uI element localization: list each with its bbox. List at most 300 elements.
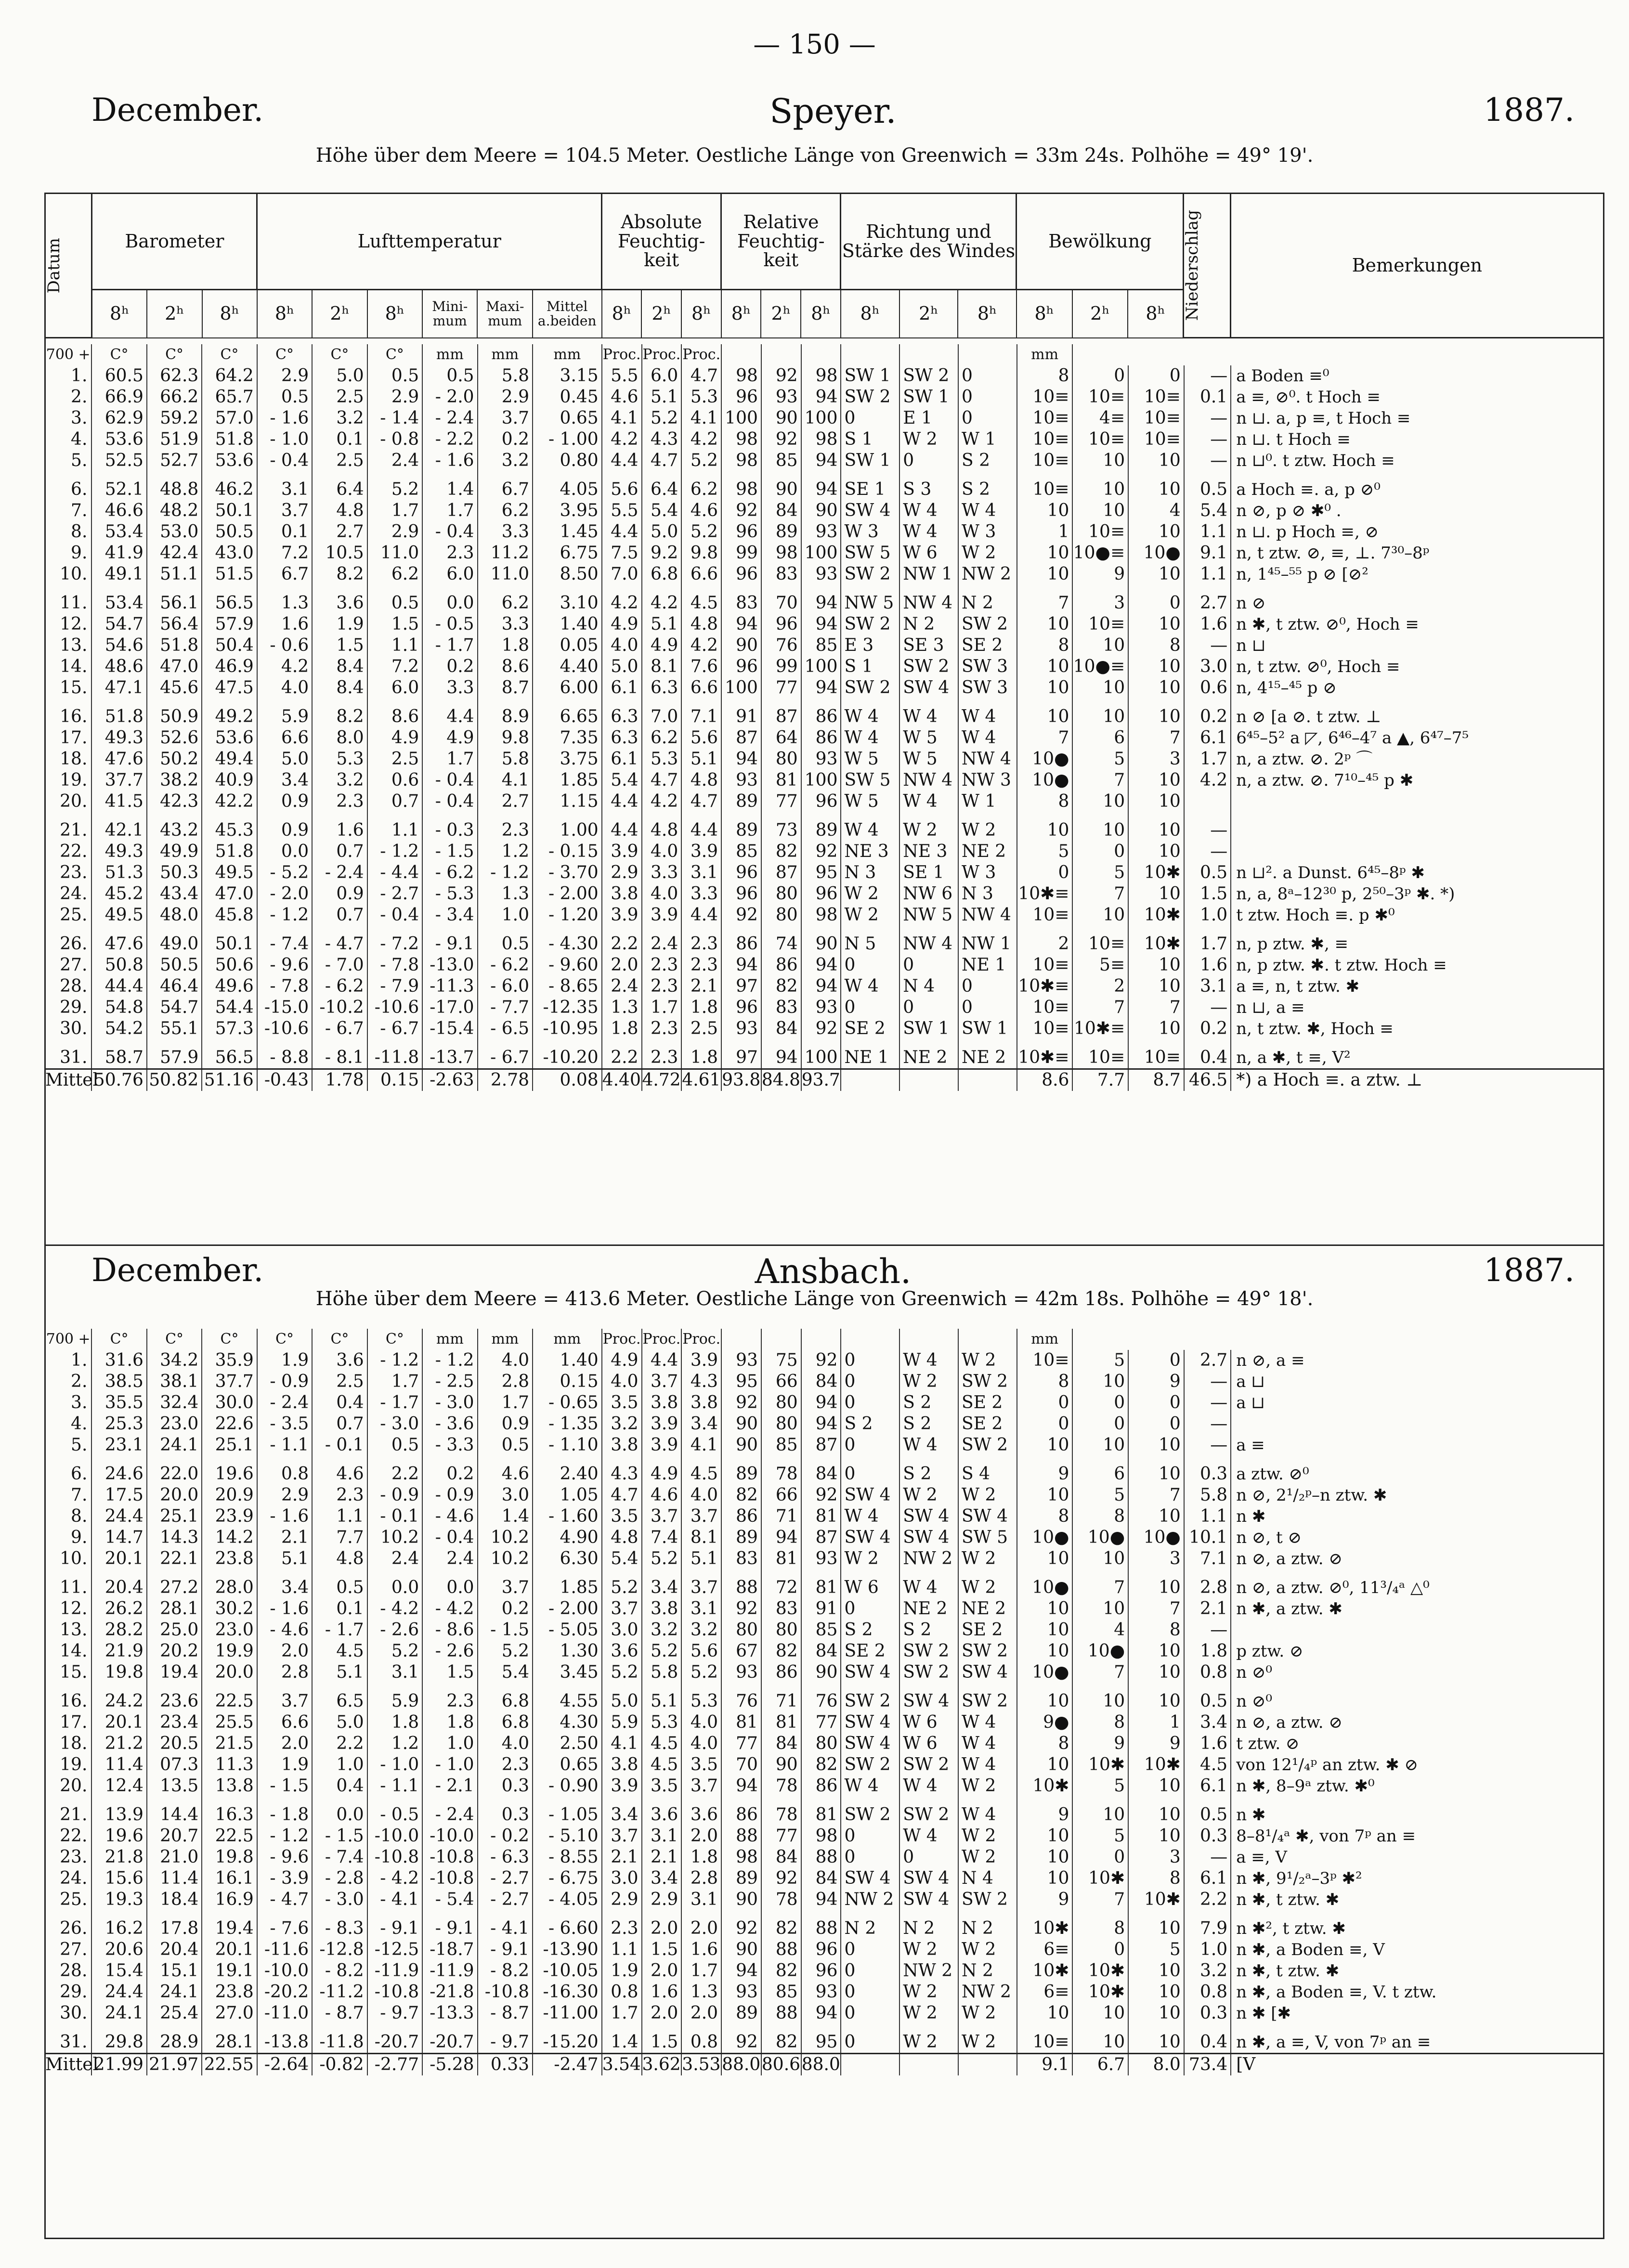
cell: 51.8 xyxy=(202,841,257,862)
cell: 35.5 xyxy=(91,1392,146,1413)
cell: C° xyxy=(257,1329,312,1350)
cell: 7.35 xyxy=(533,727,602,749)
cell: SW 2 xyxy=(841,614,899,635)
cell: 2.9 xyxy=(478,387,533,408)
cell: n ✱, a Boden ≡, V xyxy=(1231,1939,1604,1960)
cell: n ✱, 8–9ᵃ ztw. ✱⁰ xyxy=(1231,1776,1604,1797)
cell: 4.7 xyxy=(642,770,682,791)
cell: 1.05 xyxy=(533,1485,602,1506)
cell: a ≡, ⊘⁰. t Hoch ≡ xyxy=(1231,387,1604,408)
cell: S 1 xyxy=(841,656,899,677)
cell: 2.3 xyxy=(681,926,721,955)
cell: 0 xyxy=(1072,1392,1128,1413)
cell: - 5.2 xyxy=(257,862,312,883)
cell: 82 xyxy=(761,841,801,862)
cell: W 6 xyxy=(899,1712,958,1733)
cell: 94 xyxy=(761,1039,801,1069)
cell: 6.6 xyxy=(257,727,312,749)
cell: 1.1 xyxy=(367,812,422,841)
cell: 1.4 xyxy=(422,471,477,500)
cell: 7 xyxy=(1128,1485,1184,1506)
cell: - 0.4 xyxy=(422,791,477,812)
cell: 10 xyxy=(1128,841,1184,862)
cell: 1.8 xyxy=(681,1039,721,1069)
cell: C° xyxy=(202,1329,257,1350)
cell: 16. xyxy=(45,699,91,727)
cell: 0.5 xyxy=(367,365,422,387)
cell: C° xyxy=(202,344,257,365)
cell: 5.2 xyxy=(367,1641,422,1662)
cell: 94 xyxy=(721,1960,761,1982)
cell: 10≡ xyxy=(1128,387,1184,408)
cell: 94 xyxy=(721,749,761,770)
cell: 94 xyxy=(721,614,761,635)
cell: 47.6 xyxy=(91,926,146,955)
cell: mm xyxy=(1017,344,1073,365)
cell: 20. xyxy=(45,791,91,812)
cell: t ztw. ⊘ xyxy=(1231,1733,1604,1754)
hdr-temp-8h-evening: 8ʰ xyxy=(367,290,422,338)
cell: 3.1 xyxy=(642,1826,682,1847)
cell: 86 xyxy=(721,926,761,955)
cell: 7 xyxy=(1072,770,1128,791)
cell: 66 xyxy=(761,1485,801,1506)
cell: 90 xyxy=(761,408,801,429)
cell: S 2 xyxy=(841,1620,899,1641)
cell: 0.5 xyxy=(367,585,422,614)
cell: NW 6 xyxy=(899,883,958,905)
cell: 3.2 xyxy=(478,450,533,471)
cell: 4. xyxy=(45,429,91,450)
cell: 0.9 xyxy=(257,791,312,812)
cell: 4.9 xyxy=(642,635,682,656)
cell: 4.8 xyxy=(681,770,721,791)
cell: 49.4 xyxy=(202,749,257,770)
cell: 16.9 xyxy=(202,1889,257,1910)
cell: 4.0 xyxy=(478,1350,533,1371)
cell: 0.0 xyxy=(422,1569,477,1598)
cell: - 1.00 xyxy=(533,429,602,450)
cell: 3.3 xyxy=(478,614,533,635)
cell: S 2 xyxy=(958,471,1017,500)
cell: 8. xyxy=(45,1506,91,1527)
cell: 66 xyxy=(761,1371,801,1392)
cell: SW 4 xyxy=(841,1662,899,1683)
cell: 7 xyxy=(1072,1662,1128,1683)
cell: 3.7 xyxy=(681,1569,721,1598)
cell: 6.1 xyxy=(1184,1868,1231,1889)
cell: n, t ztw. ✱, Hoch ≡ xyxy=(1231,1018,1604,1039)
cell: 0.6 xyxy=(1184,677,1231,699)
cell: — xyxy=(1184,450,1231,471)
cell: - 5.10 xyxy=(533,1826,602,1847)
cell: W 3 xyxy=(958,521,1017,543)
cell: 4.61 xyxy=(681,1069,721,1091)
cell: 94 xyxy=(801,471,841,500)
cell: 9 xyxy=(1072,564,1128,585)
cell: 0.5 xyxy=(1184,471,1231,500)
cell: 1.5 xyxy=(422,1662,477,1683)
cell: 76 xyxy=(801,1683,841,1712)
cell: 8.6 xyxy=(367,699,422,727)
cell: 13.9 xyxy=(91,1797,146,1826)
cell: 4.8 xyxy=(312,500,367,521)
cell: 3.9 xyxy=(681,1350,721,1371)
cell: - 5.3 xyxy=(422,883,477,905)
cell: 2.1 xyxy=(257,1527,312,1548)
cell: -0.43 xyxy=(257,1069,312,1091)
cell: - 9.6 xyxy=(257,1847,312,1868)
speyer-subtitle: Höhe über dem Meere = 104.5 Meter. Oestliche Länge von Greenwich = 33m 24s. Polhöhe = 49° 19'. xyxy=(315,144,1314,167)
cell: n, 4¹⁵–⁴⁵ p ⊘ xyxy=(1231,677,1604,699)
hdr-wind-8h-evening: 8ʰ xyxy=(958,290,1016,338)
cell: 85 xyxy=(761,450,801,471)
cell: 70 xyxy=(721,1754,761,1776)
cell: - 6.7 xyxy=(478,1039,533,1069)
cell: 3. xyxy=(45,1392,91,1413)
cell: 93 xyxy=(801,564,841,585)
cell: 13. xyxy=(45,635,91,656)
cell: 10 xyxy=(1017,500,1073,521)
cell: 10 xyxy=(1072,812,1128,841)
cell: 7 xyxy=(1072,1889,1128,1910)
cell: 13. xyxy=(45,1620,91,1641)
cell: 90 xyxy=(721,1435,761,1456)
cell: 4.2 xyxy=(681,429,721,450)
cell: 23.8 xyxy=(202,1982,257,2003)
cell: - 1.2 xyxy=(257,1826,312,1847)
cell: NW 5 xyxy=(899,905,958,926)
cell: 5.8 xyxy=(478,749,533,770)
cell: 27. xyxy=(45,955,91,976)
cell: 57.3 xyxy=(202,1018,257,1039)
cell: - 1.5 xyxy=(312,1826,367,1847)
cell: 62.3 xyxy=(147,365,202,387)
cell: 93 xyxy=(801,521,841,543)
cell: 47.0 xyxy=(147,656,202,677)
cell: — xyxy=(1184,1620,1231,1641)
cell: W 4 xyxy=(958,1797,1017,1826)
cell: SW 4 xyxy=(899,1506,958,1527)
cell: 10≡ xyxy=(1128,1039,1184,1069)
cell: 5.6 xyxy=(681,1641,721,1662)
cell: - 8.55 xyxy=(533,1847,602,1868)
cell: 27.2 xyxy=(147,1569,202,1598)
cell: n, t ztw. ⊘, ≡, ⊥. 7³⁰–8ᵖ xyxy=(1231,543,1604,564)
cell: 10≡ xyxy=(1017,429,1073,450)
cell: 67 xyxy=(721,1641,761,1662)
cell: 3.6 xyxy=(312,1350,367,1371)
cell: NW 1 xyxy=(899,564,958,585)
cell: W 3 xyxy=(958,862,1017,883)
cell: 0 xyxy=(1128,1350,1184,1371)
cell: 5.3 xyxy=(642,749,682,770)
cell: 7.6 xyxy=(681,656,721,677)
cell: 5.8 xyxy=(642,1662,682,1683)
cell: a ≡, n, t ztw. ✱ xyxy=(1231,976,1604,997)
cell: 8 xyxy=(1017,365,1073,387)
cell: - 1.05 xyxy=(533,1797,602,1826)
ansbach-station: Ansbach. xyxy=(755,1252,912,1291)
cell: 2.0 xyxy=(602,955,642,976)
cell: W 5 xyxy=(899,749,958,770)
cell: 30. xyxy=(45,1018,91,1039)
cell: 0.0 xyxy=(367,1569,422,1598)
cell: 4 xyxy=(1128,500,1184,521)
cell: 32.4 xyxy=(147,1392,202,1413)
cell: NE 2 xyxy=(899,1598,958,1620)
cell: 4.5 xyxy=(1184,1754,1231,1776)
cell: 56.5 xyxy=(202,1039,257,1069)
cell: 1.5 xyxy=(367,614,422,635)
cell: -11.0 xyxy=(257,2003,312,2024)
cell: 11. xyxy=(45,585,91,614)
cell: 1.8 xyxy=(1184,1641,1231,1662)
cell: 10≡ xyxy=(1128,429,1184,450)
cell: 14.2 xyxy=(202,1527,257,1548)
cell: 8.2 xyxy=(312,564,367,585)
cell: 94 xyxy=(801,614,841,635)
cell: 10≡ xyxy=(1017,1350,1073,1371)
cell: 53.4 xyxy=(91,585,146,614)
cell: - 1.2 xyxy=(422,1350,477,1371)
cell: 2.4 xyxy=(367,450,422,471)
cell: 1.85 xyxy=(533,1569,602,1598)
cell: 24.6 xyxy=(91,1456,146,1485)
cell: 3.75 xyxy=(533,749,602,770)
cell: 8 xyxy=(1072,1910,1128,1939)
cell: - 1.8 xyxy=(257,1797,312,1826)
cell: N 4 xyxy=(899,976,958,997)
cell: 3.1 xyxy=(1184,976,1231,997)
cell: W 5 xyxy=(899,727,958,749)
cell: 3.9 xyxy=(642,1435,682,1456)
cell: C° xyxy=(147,344,202,365)
cell: 10 xyxy=(1072,1548,1128,1569)
cell: 2.0 xyxy=(642,2003,682,2024)
cell: 7.1 xyxy=(1184,1548,1231,1569)
cell: 10≡ xyxy=(1017,955,1073,976)
cell: 1.1 xyxy=(1184,521,1231,543)
cell: 0.5 xyxy=(478,926,533,955)
cell: 88 xyxy=(801,1910,841,1939)
cell: - 9.7 xyxy=(478,2024,533,2054)
cell: 26. xyxy=(45,1910,91,1939)
cell: -2.47 xyxy=(533,2054,602,2076)
cell: 0 xyxy=(841,1826,899,1847)
cell: - 9.7 xyxy=(367,2003,422,2024)
cell: n ✱, a ≡, V, von 7ᵖ an ≡ xyxy=(1231,2024,1604,2054)
cell: 6.8 xyxy=(478,1683,533,1712)
cell: — xyxy=(1184,365,1231,387)
cell: -10.8 xyxy=(367,1982,422,2003)
cell: 81 xyxy=(761,770,801,791)
cell: 19. xyxy=(45,1754,91,1776)
cell: 92 xyxy=(801,841,841,862)
cell: 49.3 xyxy=(91,727,146,749)
cell: 3.2 xyxy=(1184,1960,1231,1982)
cell: - 0.1 xyxy=(312,1435,367,1456)
cell: 22.6 xyxy=(202,1413,257,1435)
cell: 4.2 xyxy=(602,585,642,614)
cell: 21.8 xyxy=(91,1847,146,1868)
cell: - 1.6 xyxy=(422,450,477,471)
cell: 1. xyxy=(45,1350,91,1371)
cell: 2.7 xyxy=(312,521,367,543)
hdr-barometer: Barometer xyxy=(92,194,257,290)
cell: 4.05 xyxy=(533,471,602,500)
cell: 41.5 xyxy=(91,791,146,812)
cell: 1.7 xyxy=(367,1371,422,1392)
cell: 88 xyxy=(721,1569,761,1598)
cell: 0 xyxy=(1128,1413,1184,1435)
cell: 53.6 xyxy=(202,450,257,471)
cell: 11.4 xyxy=(147,1868,202,1889)
cell: 28.0 xyxy=(202,1569,257,1598)
cell: 3.7 xyxy=(681,1506,721,1527)
cell: 3.0 xyxy=(1184,656,1231,677)
cell: W 2 xyxy=(899,2024,958,2054)
cell: W 4 xyxy=(899,791,958,812)
cell: 6.7 xyxy=(1072,2054,1128,2076)
cell: -11.2 xyxy=(312,1982,367,2003)
cell: 10 xyxy=(1128,1641,1184,1662)
cell: 10✱ xyxy=(1128,1889,1184,1910)
cell: 38.2 xyxy=(147,770,202,791)
cell: 10.2 xyxy=(367,1527,422,1548)
cell: 10 xyxy=(1128,450,1184,471)
cell: 0.7 xyxy=(312,841,367,862)
cell: 66.9 xyxy=(91,387,146,408)
cell: W 4 xyxy=(958,1733,1017,1754)
cell: 10. xyxy=(45,564,91,585)
cell: 4.8 xyxy=(681,614,721,635)
cell: 47.5 xyxy=(202,677,257,699)
cell: 7 xyxy=(1017,585,1073,614)
cell: 1.5 xyxy=(642,2024,682,2054)
cell: 6.1 xyxy=(602,677,642,699)
cell: 6. xyxy=(45,1456,91,1485)
cell: 10 xyxy=(1128,955,1184,976)
cell: 20.1 xyxy=(202,1939,257,1960)
cell: 96 xyxy=(721,862,761,883)
cell: 4.6 xyxy=(642,1485,682,1506)
cell: 46.2 xyxy=(202,471,257,500)
cell: - 6.7 xyxy=(367,1018,422,1039)
cell: 8.4 xyxy=(312,677,367,699)
cell: 5.2 xyxy=(602,1662,642,1683)
cell: - 7.4 xyxy=(257,926,312,955)
cell: -11.6 xyxy=(257,1939,312,1960)
cell: S 2 xyxy=(899,1392,958,1413)
cell: 4.90 xyxy=(533,1527,602,1548)
cell: 93 xyxy=(721,1350,761,1371)
cell: 2. xyxy=(45,387,91,408)
cell: 78 xyxy=(761,1456,801,1485)
cell: 10✱≡ xyxy=(1017,883,1073,905)
cell: - 4.2 xyxy=(367,1868,422,1889)
cell: 51.8 xyxy=(147,635,202,656)
cell: 7.7 xyxy=(312,1527,367,1548)
cell: 1.7 xyxy=(1184,749,1231,770)
cell: SW 2 xyxy=(841,1754,899,1776)
cell: 77 xyxy=(721,1733,761,1754)
cell: 4≡ xyxy=(1072,408,1128,429)
cell: 94 xyxy=(801,450,841,471)
cell: - 6.3 xyxy=(478,1847,533,1868)
cell: 4.0 xyxy=(602,1371,642,1392)
cell: SW 5 xyxy=(958,1527,1017,1548)
cell: 4.9 xyxy=(367,727,422,749)
cell: 87 xyxy=(721,727,761,749)
cell: 25.1 xyxy=(147,1506,202,1527)
cell: 2.7 xyxy=(478,791,533,812)
cell: 10 xyxy=(1128,791,1184,812)
cell: 0.5 xyxy=(257,387,312,408)
cell: W 2 xyxy=(958,1485,1017,1506)
cell: 5.1 xyxy=(642,614,682,635)
cell: - 2.7 xyxy=(367,883,422,905)
cell: - 0.5 xyxy=(367,1797,422,1826)
cell: 73.4 xyxy=(1184,2054,1231,2076)
cell: 23.8 xyxy=(202,1548,257,1569)
cell: 20.4 xyxy=(91,1569,146,1598)
cell: 15.1 xyxy=(147,1960,202,1982)
cell: - 1.5 xyxy=(422,841,477,862)
cell: W 2 xyxy=(899,812,958,841)
cell: - 9.1 xyxy=(422,926,477,955)
cell: 89 xyxy=(721,1456,761,1485)
cell: 51.9 xyxy=(147,429,202,450)
cell: - 0.65 xyxy=(533,1392,602,1413)
cell: 10 xyxy=(1072,1797,1128,1826)
cell: 88 xyxy=(761,1939,801,1960)
cell: 94 xyxy=(721,955,761,976)
cell: W 2 xyxy=(899,2003,958,2024)
cell: -11.8 xyxy=(367,1039,422,1069)
cell: 1.00 xyxy=(533,812,602,841)
cell: 10✱ xyxy=(1072,1754,1128,1776)
cell: 9. xyxy=(45,543,91,564)
cell: -17.0 xyxy=(422,997,477,1018)
cell: 22.5 xyxy=(202,1683,257,1712)
cell: 10 xyxy=(1128,2003,1184,2024)
cell: 5.0 xyxy=(642,521,682,543)
cell: W 4 xyxy=(899,521,958,543)
cell: 3.0 xyxy=(478,1485,533,1506)
cell: 10≡ xyxy=(1017,387,1073,408)
cell: 50.6 xyxy=(202,955,257,976)
cell: 0.8 xyxy=(1184,1982,1231,2003)
cell: - 1.7 xyxy=(367,1392,422,1413)
cell: 4.1 xyxy=(681,408,721,429)
cell: 89 xyxy=(721,1527,761,1548)
cell: 8 xyxy=(1017,1371,1073,1392)
cell: 9 xyxy=(1017,1889,1073,1910)
cell: - 3.0 xyxy=(312,1889,367,1910)
cell: 3.6 xyxy=(312,585,367,614)
cell: 2.40 xyxy=(533,1456,602,1485)
cell: 2.5 xyxy=(367,749,422,770)
cell: 93 xyxy=(721,1982,761,2003)
cell: 8.6 xyxy=(478,656,533,677)
cell: 50.4 xyxy=(202,635,257,656)
cell: -10.20 xyxy=(533,1039,602,1069)
cell: 1.7 xyxy=(602,2003,642,2024)
cell: 1.3 xyxy=(257,585,312,614)
cell: - 6.75 xyxy=(533,1868,602,1889)
cell: 48.8 xyxy=(147,471,202,500)
